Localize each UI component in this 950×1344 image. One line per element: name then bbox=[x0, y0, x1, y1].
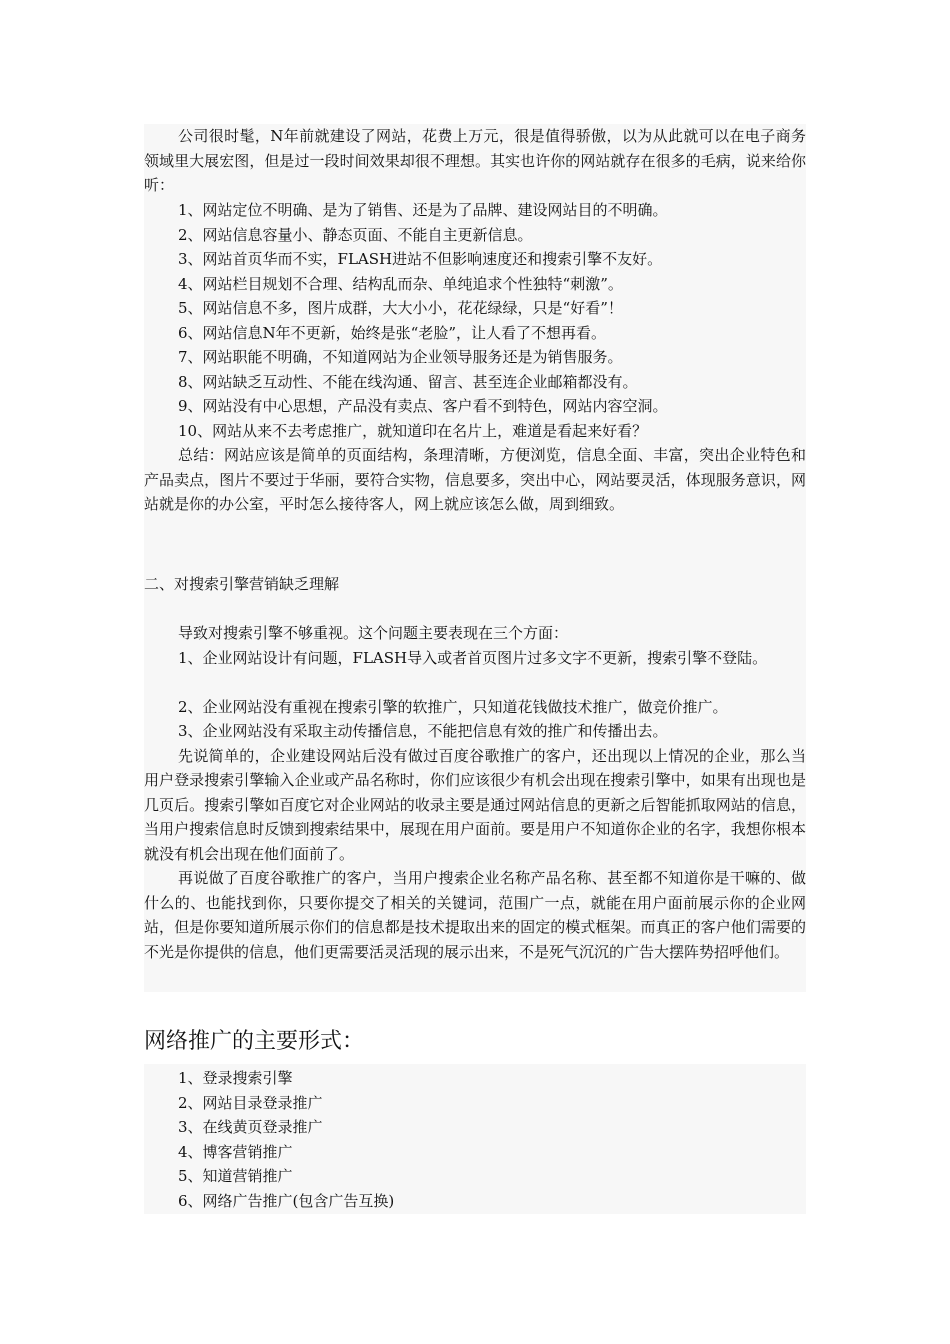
article-block bbox=[144, 124, 806, 992]
forms-list bbox=[144, 1064, 806, 1214]
list-item: 2、企业网站没有重视在搜索引擎的软推广，只知道花钱做技术推广，做竞价推广。 bbox=[178, 697, 728, 716]
list-item: 10、网站从来不去考虑推广，就知道印在名片上，难道是看起来好看？ bbox=[178, 421, 648, 440]
list-item: 5、网站信息不多，图片成群，大大小小，花花绿绿，只是“好看”！ bbox=[178, 299, 623, 317]
list-item: 7、网站职能不明确，不知道网站为企业领导服务还是为销售服务。 bbox=[178, 348, 623, 366]
section-heading: 二、对搜索引擎营销缺乏理解 bbox=[144, 575, 340, 593]
list-item: 6、网站信息N年不更新，始终是张“老脸”，让人看了不想再看。 bbox=[178, 323, 607, 342]
list-item: 1、登录搜索引擎 bbox=[178, 1069, 293, 1087]
body-paragraph: 再说做了百度谷歌推广的客户，当用户搜索企业名称产品名称、甚至都不知道你是干嘛的、做什么的、也能找到你，只要你提交了相关的关键词，范围广一点，就能在用户面前展示你的企业网站，但是你要知道所展示你们的信息都是技术提取出来的固定的模式框架。而真正的客户他们需要的不光是你提供的信息，他们更需要活灵活现的展示出来，不是死气沉沉的广告大摆阵势招呼他们。 bbox=[144, 869, 806, 961]
list-item: 3、网站首页华而不实，FLASH进站不但影响速度还和搜索引擎不友好。 bbox=[178, 250, 663, 268]
summary-paragraph: 总结：网站应该是简单的页面结构，条理清晰，方便浏览，信息全面、丰富，突出企业特色和产品卖点，图片不要过于华丽，要符合实物，信息要多，突出中心，网站要灵活，体现服务意识，网站就是你的办公室，平时怎么接待客人，网上就应该怎么做，周到细致。 bbox=[144, 446, 806, 513]
body-paragraph: 先说简单的，企业建设网站后没有做过百度谷歌推广的客户，还出现以上情况的企业，那么当用户登录搜索引擎输入企业或产品名称时，你们应该很少有机会出现在搜索引擎中，如果有出现也是几页后。搜索引擎如百度它对企业网站的收录主要是通过网站信息的更新之后智能抓取网站的信息，当用户搜索信息时反馈到搜索结果中，展现在用户面前。要是用户不知道你企业的名字，我想你根本就没有机会出现在他们面前了。 bbox=[144, 746, 806, 863]
list-item: 1、网站定位不明确、是为了销售、还是为了品牌、建设网站目的不明确。 bbox=[178, 201, 668, 219]
forms-heading: 网络推广的主要形式： bbox=[144, 1029, 365, 1054]
intro-paragraph: 公司很时髦，N年前就建设了网站，花费上万元，很是值得骄傲，以为从此就可以在电子商务领域里大展宏图，但是过一段时间效果却很不理想。其实也许你的网站就存在很多的毛病，说来给你听： bbox=[144, 127, 806, 194]
list-item: 3、企业网站没有采取主动传播信息，不能把信息有效的推广和传播出去。 bbox=[178, 722, 668, 740]
list-item: 8、网站缺乏互动性、不能在线沟通、留言、甚至连企业邮箱都没有。 bbox=[178, 372, 638, 391]
lead-paragraph: 导致对搜索引擎不够重视。这个问题主要表现在三个方面： bbox=[178, 624, 569, 642]
list-item: 2、网站信息容量小、静态页面、不能自主更新信息。 bbox=[178, 225, 533, 244]
list-item: 1、企业网站设计有问题，FLASH导入或者首页图片过多文字不更新，搜索引擎不登陆。 bbox=[178, 648, 768, 667]
list-item: 2、网站目录登录推广 bbox=[178, 1093, 323, 1112]
list-item: 9、网站没有中心思想，产品没有卖点、客户看不到特色，网站内容空洞。 bbox=[178, 397, 668, 415]
list-item: 4、网站栏目规划不合理、结构乱而杂、单纯追求个性独特“刺激”。 bbox=[178, 274, 623, 293]
list-item: 4、博客营销推广 bbox=[178, 1142, 293, 1161]
list-item: 6、网络广告推广(包含广告互换) bbox=[178, 1191, 395, 1210]
list-item: 5、知道营销推广 bbox=[178, 1167, 293, 1185]
list-item: 3、在线黄页登录推广 bbox=[178, 1118, 323, 1136]
